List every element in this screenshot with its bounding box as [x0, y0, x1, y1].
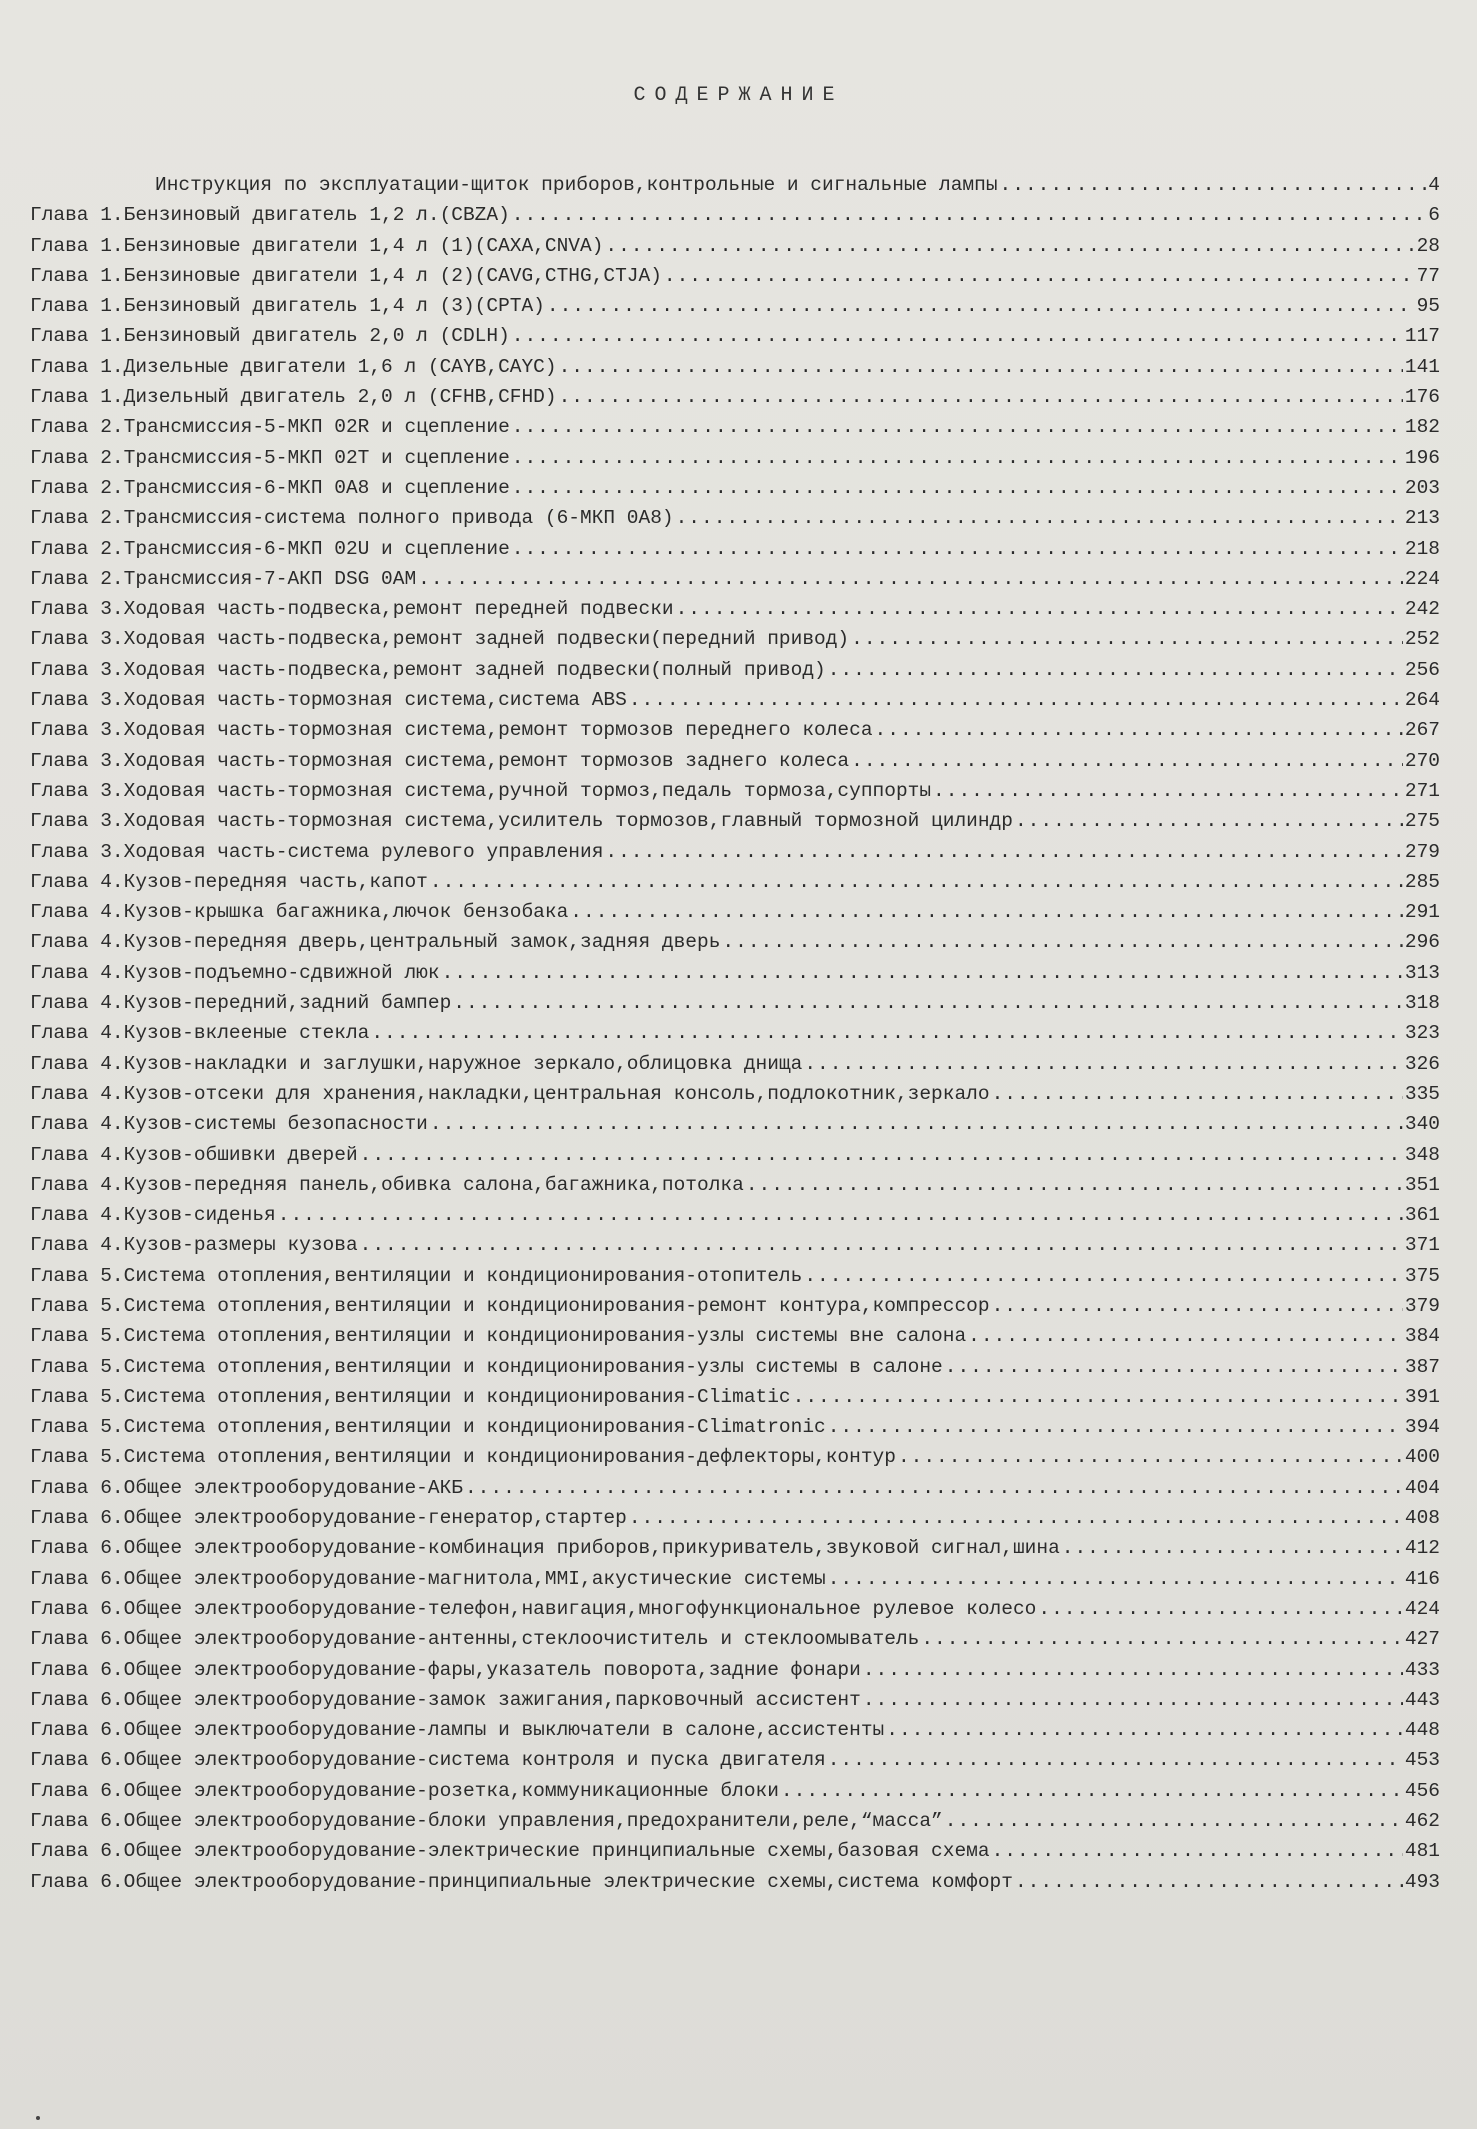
toc-entry-page-number: 279	[1404, 840, 1440, 863]
toc-entry	[30, 1806, 1440, 1836]
toc-leader-dots	[804, 1049, 1403, 1079]
toc-entry-label: Глава 1.Бензиновый двигатель 2,0 л (CDLH)	[30, 325, 510, 348]
toc-leader-dots	[559, 382, 1403, 412]
toc-entry-label: Глава 6.Общее электрооборудование-генератор,стартер	[30, 1507, 627, 1530]
toc-entry	[30, 503, 1440, 533]
toc-entry-page-number: 416	[1404, 1567, 1440, 1590]
toc-entry-label: Глава 3.Ходовая часть-подвеска,ремонт задней подвески(передний привод)	[30, 628, 850, 651]
toc-entry-label: Глава 5.Система отопления,вентиляции и кондиционирования-отопитель	[30, 1264, 803, 1287]
toc-entry	[30, 776, 1440, 806]
toc-entry-page-number: 371	[1404, 1234, 1440, 1257]
toc-entry-page-number: 267	[1404, 719, 1440, 742]
toc-entry-page-number: 176	[1404, 386, 1440, 409]
toc-entry-page-number: 117	[1404, 325, 1440, 348]
toc-entry	[30, 837, 1440, 867]
toc-entry-page-number: 313	[1404, 961, 1440, 984]
toc-entry	[30, 1291, 1440, 1321]
toc-entry-label: Глава 4.Кузов-передний,задний бампер	[30, 992, 452, 1015]
toc-entry	[30, 1018, 1440, 1048]
toc-entry-label: Глава 1.Бензиновый двигатель 1,2 л.(CBZA)	[30, 204, 510, 227]
table-of-contents	[30, 170, 1440, 1897]
toc-leader-dots	[1062, 1533, 1403, 1563]
toc-entry	[30, 1624, 1440, 1654]
toc-entry-page-number: 4	[1428, 174, 1440, 196]
toc-leader-dots	[512, 534, 1403, 564]
toc-entry-page-number: 264	[1404, 689, 1440, 712]
toc-leader-dots	[629, 685, 1403, 715]
print-mark	[36, 2116, 40, 2120]
toc-entry-label: Глава 2.Трансмиссия-7-АКП DSG 0AM	[30, 567, 417, 590]
toc-entry-page-number: 242	[1404, 598, 1440, 621]
toc-entry-label: Глава 5.Система отопления,вентиляции и кондиционирования-узлы системы в салоне	[30, 1355, 943, 1378]
toc-entry-page-number: 252	[1404, 628, 1440, 651]
toc-leader-dots	[898, 1442, 1403, 1472]
toc-entry	[30, 806, 1440, 836]
toc-entry-page-number: 348	[1404, 1143, 1440, 1166]
toc-leader-dots	[664, 261, 1415, 291]
toc-entry-page-number: 323	[1404, 1022, 1440, 1045]
toc-leader-dots	[512, 321, 1403, 351]
toc-leader-dots	[886, 1715, 1403, 1745]
toc-entry-label: Глава 6.Общее электрооборудование-лампы и выключатели в салоне,ассистенты	[30, 1719, 885, 1742]
toc-leader-dots	[512, 412, 1403, 442]
toc-entry	[30, 1503, 1440, 1533]
toc-entry	[30, 746, 1440, 776]
toc-entry-page-number: 443	[1404, 1688, 1440, 1711]
toc-leader-dots	[793, 1382, 1403, 1412]
toc-entry-label: Глава 5.Система отопления,вентиляции и кондиционирования-Climatic	[30, 1385, 791, 1408]
toc-leader-dots	[945, 1806, 1403, 1836]
toc-leader-dots	[875, 715, 1403, 745]
toc-leader-dots	[559, 352, 1403, 382]
toc-leader-dots	[547, 291, 1415, 321]
toc-leader-dots	[278, 1200, 1403, 1230]
toc-entry-page-number: 77	[1416, 264, 1440, 287]
toc-entry-page-number: 291	[1404, 901, 1440, 924]
toc-entry-label: Глава 6.Общее электрооборудование-электрические принципиальные схемы,базовая схема	[30, 1840, 990, 1863]
toc-leader-dots	[676, 503, 1403, 533]
toc-leader-dots	[968, 1321, 1403, 1351]
toc-entry-label: Глава 3.Ходовая часть-система рулевого управления	[30, 840, 604, 863]
toc-entry-page-number: 453	[1404, 1749, 1440, 1772]
page-title: СОДЕРЖАНИЕ	[633, 84, 844, 107]
toc-entry	[30, 1230, 1440, 1260]
toc-entry-page-number: 213	[1404, 507, 1440, 530]
toc-entry	[30, 1200, 1440, 1230]
toc-entry	[30, 534, 1440, 564]
toc-entry-page-number: 387	[1404, 1355, 1440, 1378]
toc-entry-page-number: 270	[1404, 749, 1440, 772]
toc-entry	[30, 1261, 1440, 1291]
toc-entry-page-number: 462	[1404, 1810, 1440, 1833]
toc-entry-page-number: 196	[1404, 446, 1440, 469]
toc-entry	[30, 231, 1440, 261]
toc-entry-label: Глава 2.Трансмиссия-6-МКП 0A8 и сцепление	[30, 476, 510, 499]
toc-entry	[30, 1533, 1440, 1563]
toc-entry-label: Глава 5.Система отопления,вентиляции и кондиционирования-ремонт контура,компрессор	[30, 1294, 990, 1317]
toc-entry	[30, 1442, 1440, 1472]
toc-entry-label: Глава 6.Общее электрооборудование-принципиальные электрические схемы,система комфорт	[30, 1870, 1013, 1893]
toc-entry	[30, 261, 1440, 291]
toc-entry-page-number: 481	[1404, 1840, 1440, 1863]
toc-leader-dots	[933, 776, 1403, 806]
toc-entry	[30, 1170, 1440, 1200]
toc-entry	[30, 867, 1440, 897]
toc-leader-dots	[781, 1776, 1403, 1806]
toc-entry-label: Глава 6.Общее электрооборудование-замок зажигания,парковочный ассистент	[30, 1688, 861, 1711]
toc-entry-page-number: 394	[1404, 1416, 1440, 1439]
toc-leader-dots	[992, 1079, 1403, 1109]
toc-entry-label: Глава 2.Трансмиссия-5-МКП 02R и сцепление	[30, 416, 510, 439]
toc-entry	[30, 443, 1440, 473]
toc-entry-label: Глава 2.Трансмиссия-5-МКП 02T и сцепление	[30, 446, 510, 469]
toc-entry	[30, 291, 1440, 321]
toc-entry	[30, 897, 1440, 927]
toc-entry-label: Глава 5.Система отопления,вентиляции и кондиционирования-дефлекторы,контур	[30, 1446, 896, 1469]
toc-entry-label: Глава 4.Кузов-сиденья	[30, 1204, 276, 1227]
toc-entry-label: Глава 4.Кузов-передняя панель,обивка салона,багажника,потолка	[30, 1173, 744, 1196]
toc-entry	[30, 352, 1440, 382]
toc-leader-dots	[992, 1291, 1403, 1321]
toc-entry	[30, 382, 1440, 412]
toc-entry-page-number: 361	[1404, 1204, 1440, 1227]
toc-leader-dots	[851, 746, 1403, 776]
toc-leader-dots	[605, 837, 1402, 867]
toc-entry	[30, 1715, 1440, 1745]
toc-entry-label: Глава 6.Общее электрооборудование-система контроля и пуска двигателя	[30, 1749, 826, 1772]
toc-entry-page-number: 351	[1404, 1173, 1440, 1196]
toc-entry-label: Глава 1.Дизельные двигатели 1,6 л (CAYB,CAYC)	[30, 355, 557, 378]
toc-entry	[30, 988, 1440, 1018]
toc-entry-page-number: 340	[1404, 1113, 1440, 1136]
toc-entry-label: Глава 5.Система отопления,вентиляции и кондиционирования-узлы системы вне салона	[30, 1325, 967, 1348]
toc-entry	[30, 1776, 1440, 1806]
toc-entry-label: Глава 4.Кузов-системы безопасности	[30, 1113, 428, 1136]
toc-entry	[30, 321, 1440, 351]
toc-entry-page-number: 391	[1404, 1385, 1440, 1408]
toc-entry	[30, 412, 1440, 442]
toc-leader-dots	[570, 897, 1403, 927]
toc-entry	[30, 655, 1440, 685]
toc-entry-label: Глава 6.Общее электрооборудование-блоки управления,предохранители,реле,“масса”	[30, 1810, 943, 1833]
toc-entry	[30, 1685, 1440, 1715]
toc-leader-dots	[465, 1473, 1403, 1503]
toc-entry-label: Глава 3.Ходовая часть-тормозная система,система ABS	[30, 689, 627, 712]
toc-entry-label: Глава 4.Кузов-накладки и заглушки,наружное зеркало,облицовка днища	[30, 1052, 803, 1075]
toc-entry-page-number: 456	[1404, 1779, 1440, 1802]
toc-entry-page-number: 203	[1404, 476, 1440, 499]
toc-entry-label: Глава 3.Ходовая часть-тормозная система,ручной тормоз,педаль тормоза,суппорты	[30, 779, 932, 802]
toc-entry	[30, 958, 1440, 988]
toc-entry	[30, 1140, 1440, 1170]
toc-entry-label: Глава 6.Общее электрооборудование-АКБ	[30, 1476, 463, 1499]
toc-entry-label: Глава 6.Общее электрооборудование-антенны,стеклоочиститель и стеклоомыватель	[30, 1628, 920, 1651]
toc-leader-dots	[676, 594, 1403, 624]
toc-entry-label: Глава 1.Бензиновые двигатели 1,4 л (2)(CAVG,CTHG,CTJA)	[30, 264, 662, 287]
toc-entry-page-number: 318	[1404, 992, 1440, 1015]
toc-leader-dots	[360, 1230, 1403, 1260]
toc-entry-label: Глава 1.Бензиновый двигатель 1,4 л (3)(CPTA)	[30, 295, 545, 318]
toc-entry-page-number: 296	[1404, 931, 1440, 954]
toc-entry	[30, 1321, 1440, 1351]
toc-leader-dots	[418, 564, 1403, 594]
toc-entry-page-number: 384	[1404, 1325, 1440, 1348]
toc-entry-label: Глава 6.Общее электрооборудование-фары,указатель поворота,задние фонари	[30, 1658, 861, 1681]
toc-entry-label: Глава 4.Кузов-обшивки дверей	[30, 1143, 358, 1166]
toc-leader-dots	[1015, 1867, 1403, 1897]
toc-entry-label: Инструкция по эксплуатации-щиток приборов,контрольные и сигнальные лампы	[155, 174, 998, 196]
toc-leader-dots	[512, 443, 1403, 473]
toc-leader-dots	[605, 231, 1414, 261]
toc-entry	[30, 715, 1440, 745]
toc-leader-dots	[430, 1109, 1403, 1139]
toc-entry	[30, 1079, 1440, 1109]
toc-leader-dots	[430, 867, 1403, 897]
toc-entry-label: Глава 3.Ходовая часть-подвеска,ремонт задней подвески(полный привод)	[30, 658, 826, 681]
toc-entry-page-number: 326	[1404, 1052, 1440, 1075]
toc-leader-dots	[828, 1564, 1403, 1594]
toc-leader-dots	[360, 1140, 1403, 1170]
toc-entry	[30, 1473, 1440, 1503]
toc-entry-page-number: 285	[1404, 870, 1440, 893]
toc-leader-dots	[1000, 170, 1427, 200]
toc-entry-page-number: 256	[1404, 658, 1440, 681]
toc-entry-page-number: 375	[1404, 1264, 1440, 1287]
toc-entry-page-number: 404	[1404, 1476, 1440, 1499]
toc-entry-label: Глава 3.Ходовая часть-подвеска,ремонт передней подвески	[30, 598, 674, 621]
toc-entry-label: Глава 6.Общее электрооборудование-комбинация приборов,прикуриватель,звуковой сигнал,шина	[30, 1537, 1060, 1560]
toc-leader-dots	[453, 988, 1403, 1018]
toc-leader-dots	[992, 1836, 1403, 1866]
toc-entry-label: Глава 4.Кузов-размеры кузова	[30, 1234, 358, 1257]
toc-entry-label: Глава 6.Общее электрооборудование-розетка,коммуникационные блоки	[30, 1779, 779, 1802]
toc-entry-page-number: 271	[1404, 779, 1440, 802]
toc-entry	[30, 564, 1440, 594]
toc-leader-dots	[629, 1503, 1403, 1533]
toc-entry-page-number: 379	[1404, 1294, 1440, 1317]
toc-entry-page-number: 6	[1428, 204, 1440, 227]
toc-entry-label: Глава 6.Общее электрооборудование-магнитола,MMI,акустические системы	[30, 1567, 826, 1590]
toc-entry-page-number: 493	[1404, 1870, 1440, 1893]
toc-entry	[30, 200, 1440, 230]
toc-entry-label: Глава 1.Дизельный двигатель 2,0 л (CFHB,CFHD)	[30, 386, 557, 409]
toc-entry-page-number: 335	[1404, 1082, 1440, 1105]
toc-entry-page-number: 224	[1404, 567, 1440, 590]
toc-entry	[30, 473, 1440, 503]
toc-entry-label: Глава 3.Ходовая часть-тормозная система,усилитель тормозов,главный тормозной цилиндр	[30, 810, 1013, 833]
toc-entry-label: Глава 2.Трансмиссия-система полного привода (6-МКП 0A8)	[30, 507, 674, 530]
toc-entry-label: Глава 3.Ходовая часть-тормозная система,ремонт тормозов заднего колеса	[30, 749, 850, 772]
toc-leader-dots	[804, 1261, 1403, 1291]
toc-leader-dots	[828, 1745, 1403, 1775]
toc-leader-dots	[512, 200, 1427, 230]
toc-entry-page-number: 141	[1404, 355, 1440, 378]
toc-entry-page-number: 275	[1404, 810, 1440, 833]
toc-leader-dots	[945, 1352, 1403, 1382]
toc-entry	[30, 927, 1440, 957]
toc-leader-dots	[746, 1170, 1403, 1200]
toc-leader-dots	[371, 1018, 1403, 1048]
toc-leader-dots	[921, 1624, 1403, 1654]
toc-entry-page-number: 400	[1404, 1446, 1440, 1469]
toc-entry-page-number: 433	[1404, 1658, 1440, 1681]
toc-entry	[30, 170, 1440, 200]
toc-entry	[30, 1594, 1440, 1624]
toc-entry	[30, 1382, 1440, 1412]
toc-entry	[30, 594, 1440, 624]
toc-entry-label: Глава 4.Кузов-вклееные стекла	[30, 1022, 370, 1045]
toc-entry-label: Глава 4.Кузов-подъемно-сдвижной люк	[30, 961, 440, 984]
toc-entry	[30, 1745, 1440, 1775]
toc-entry	[30, 1867, 1440, 1897]
toc-entry-page-number: 427	[1404, 1628, 1440, 1651]
toc-entry-page-number: 182	[1404, 416, 1440, 439]
toc-entry-page-number: 424	[1404, 1597, 1440, 1620]
toc-entry-page-number: 218	[1404, 537, 1440, 560]
toc-entry	[30, 1412, 1440, 1442]
toc-leader-dots	[863, 1685, 1403, 1715]
toc-entry	[30, 1049, 1440, 1079]
toc-entry	[30, 1564, 1440, 1594]
toc-leader-dots	[851, 624, 1403, 654]
toc-entry-label: Глава 4.Кузов-крышка багажника,лючок бензобака	[30, 901, 569, 924]
toc-entry	[30, 1836, 1440, 1866]
toc-entry-label: Глава 5.Система отопления,вентиляции и кондиционирования-Climatronic	[30, 1416, 826, 1439]
toc-entry-label: Глава 1.Бензиновые двигатели 1,4 л (1)(CAXA,CNVA)	[30, 234, 604, 257]
toc-entry-label: Глава 4.Кузов-передняя дверь,центральный замок,задняя дверь	[30, 931, 721, 954]
toc-leader-dots	[442, 958, 1403, 988]
toc-entry-page-number: 28	[1416, 234, 1440, 257]
toc-entry-label: Глава 4.Кузов-отсеки для хранения,накладки,центральная консоль,подлокотник,зеркало	[30, 1082, 990, 1105]
toc-leader-dots	[863, 1655, 1403, 1685]
toc-leader-dots	[828, 1412, 1403, 1442]
toc-leader-dots	[1038, 1594, 1403, 1624]
toc-leader-dots	[828, 655, 1403, 685]
toc-leader-dots	[722, 927, 1402, 957]
toc-entry	[30, 685, 1440, 715]
toc-entry-page-number: 448	[1404, 1719, 1440, 1742]
toc-entry-page-number: 412	[1404, 1537, 1440, 1560]
toc-entry-page-number: 95	[1416, 295, 1440, 318]
toc-leader-dots	[1015, 806, 1403, 836]
toc-entry-label: Глава 6.Общее электрооборудование-телефон,навигация,многофункциональное рулевое колесо	[30, 1597, 1037, 1620]
toc-entry	[30, 1655, 1440, 1685]
toc-entry-label: Глава 2.Трансмиссия-6-МКП 02U и сцепление	[30, 537, 510, 560]
toc-entry	[30, 1352, 1440, 1382]
toc-entry	[30, 1109, 1440, 1139]
toc-entry-page-number: 408	[1404, 1507, 1440, 1530]
toc-leader-dots	[512, 473, 1403, 503]
toc-entry-label: Глава 3.Ходовая часть-тормозная система,ремонт тормозов переднего колеса	[30, 719, 873, 742]
toc-entry	[30, 624, 1440, 654]
toc-entry-label: Глава 4.Кузов-передняя часть,капот	[30, 870, 428, 893]
